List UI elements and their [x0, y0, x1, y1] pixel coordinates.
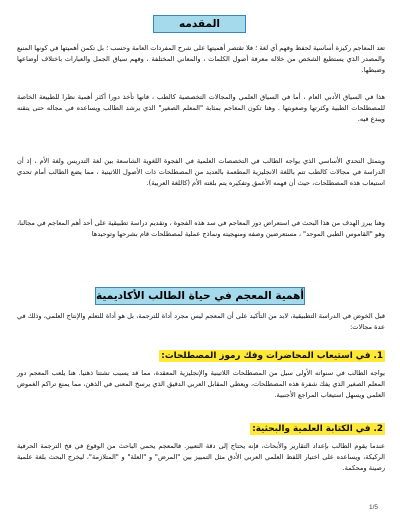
subheading-lectures-terms: 1. في استيعاب المحاضرات وفك رموز المصطلحات:: [161, 351, 383, 361]
subheading-scientific-writing: 2. في الكتابة العلمية والبحثية:: [252, 424, 383, 434]
intro-paragraph-2: هذا في السياق الأدبي العام ، أما في السياق العلمي والمجالات التخصصية كالطب ، فانها تأخذ دورا أكثر أهمية نظرا للطبيعة الخاصة للمصطلحات الطبية وكثرتها وصعوبتها . وهنا تكون المعاجم بمثابة "المعلم الصغير" الذي يرشد الطالب ويساعده في مجاله حتى يتقنه ويبدع فيه.: [17, 93, 385, 124]
intro-paragraph-4: وهنا يبرز الهدف من هذا البحث في استعراض دور المعاجم في سد هذه الفجوة ، وتقديم دراسة تطبيقية على أحد أهم المعاجم في مجالنا، وهو "القاموس الطبي الموحد" ، مستعرضين وصفه ومنهجيته ونماذج عملية لمصطلحات قام بشرحها وتوحيدها: [17, 219, 385, 239]
section-heading-introduction: المقدمه: [153, 15, 246, 33]
section-heading-dictionary-importance: أهمية المعجم في حياة الطالب الأكاديمية: [95, 287, 305, 305]
importance-paragraph: قبل الخوض في الدراسة التطبيقية، لابد من التأكيد على أن المعجم ليس مجرد أداة للترجمة، بل هو أداة للتعلم والإنتاج العلمي، وذلك في عدة مجالات:: [17, 312, 385, 332]
writing-paragraph: عندما يقوم الطالب بإعداد التقارير والأبحاث، فإنه يحتاج إلى دقة التعبير. فالمعجم يحمي الباحث من الوقوع في فخ الترجمة الحرفية الركيكة، ويساعده على اختيار اللفظ العلمي العربي الأدق مثل التمييز بين "المرض" و "العلة" و "المتلازمة"، ليخرج البحث بلغة علمية رصينة ومحكمة.: [17, 442, 385, 473]
intro-paragraph-1: تعد المعاجم ركيزة أساسية لحفظ وفهم أي لغة ؛ فلا تقتصر أهميتها على شرح المفردات العامة وحسب ؛ بل تكمن أهميتها في كونها المنبع والمصدر الذي يستطيع الشخص من خلاله معرفة أصول الكلمات ، والمعاني المختلفة ، وفهم سياق الجمل والعبارات باختلاف أوضاعها وضبطها.: [17, 44, 385, 75]
intro-paragraph-3: ويتمثل التحدي الأساسي الذي يواجه الطالب في التخصصات العلمية في الفجوة اللغوية الشاسعة بين لغة التدريس ولغة الأم ، إذ أن الدراسة في مجالات كالطب تتم باللغة الانجليزية المطعمة بالعديد من المصطلحات ذات الأصول اللاتينية ، مما يضع الطالب أمام تحدي استيعاب هذه المصطلحات، حيث أن فهمه الأعمق وتفكيره يتم بلغته الأم (كاللغة العربية).: [17, 157, 385, 188]
lectures-paragraph: يواجه الطالب في سنواته الأولى سيل من المصطلحات اللاتينية والإنجليزية المعقدة، مما قد يسبب تشتتا ذهنيا. هنا يلعب المعجم دور المعلم الصغير الذي يفك شفرة هذه المصطلحات، ويعطي المقابل العربي الدقيق الذي يرسخ المعنى في الذهن، مما يمنع تراكم الغموض العلمي ويسهل استيعاب المراجع الأجنبية.: [17, 369, 385, 400]
page-number: 1/5: [368, 504, 378, 511]
